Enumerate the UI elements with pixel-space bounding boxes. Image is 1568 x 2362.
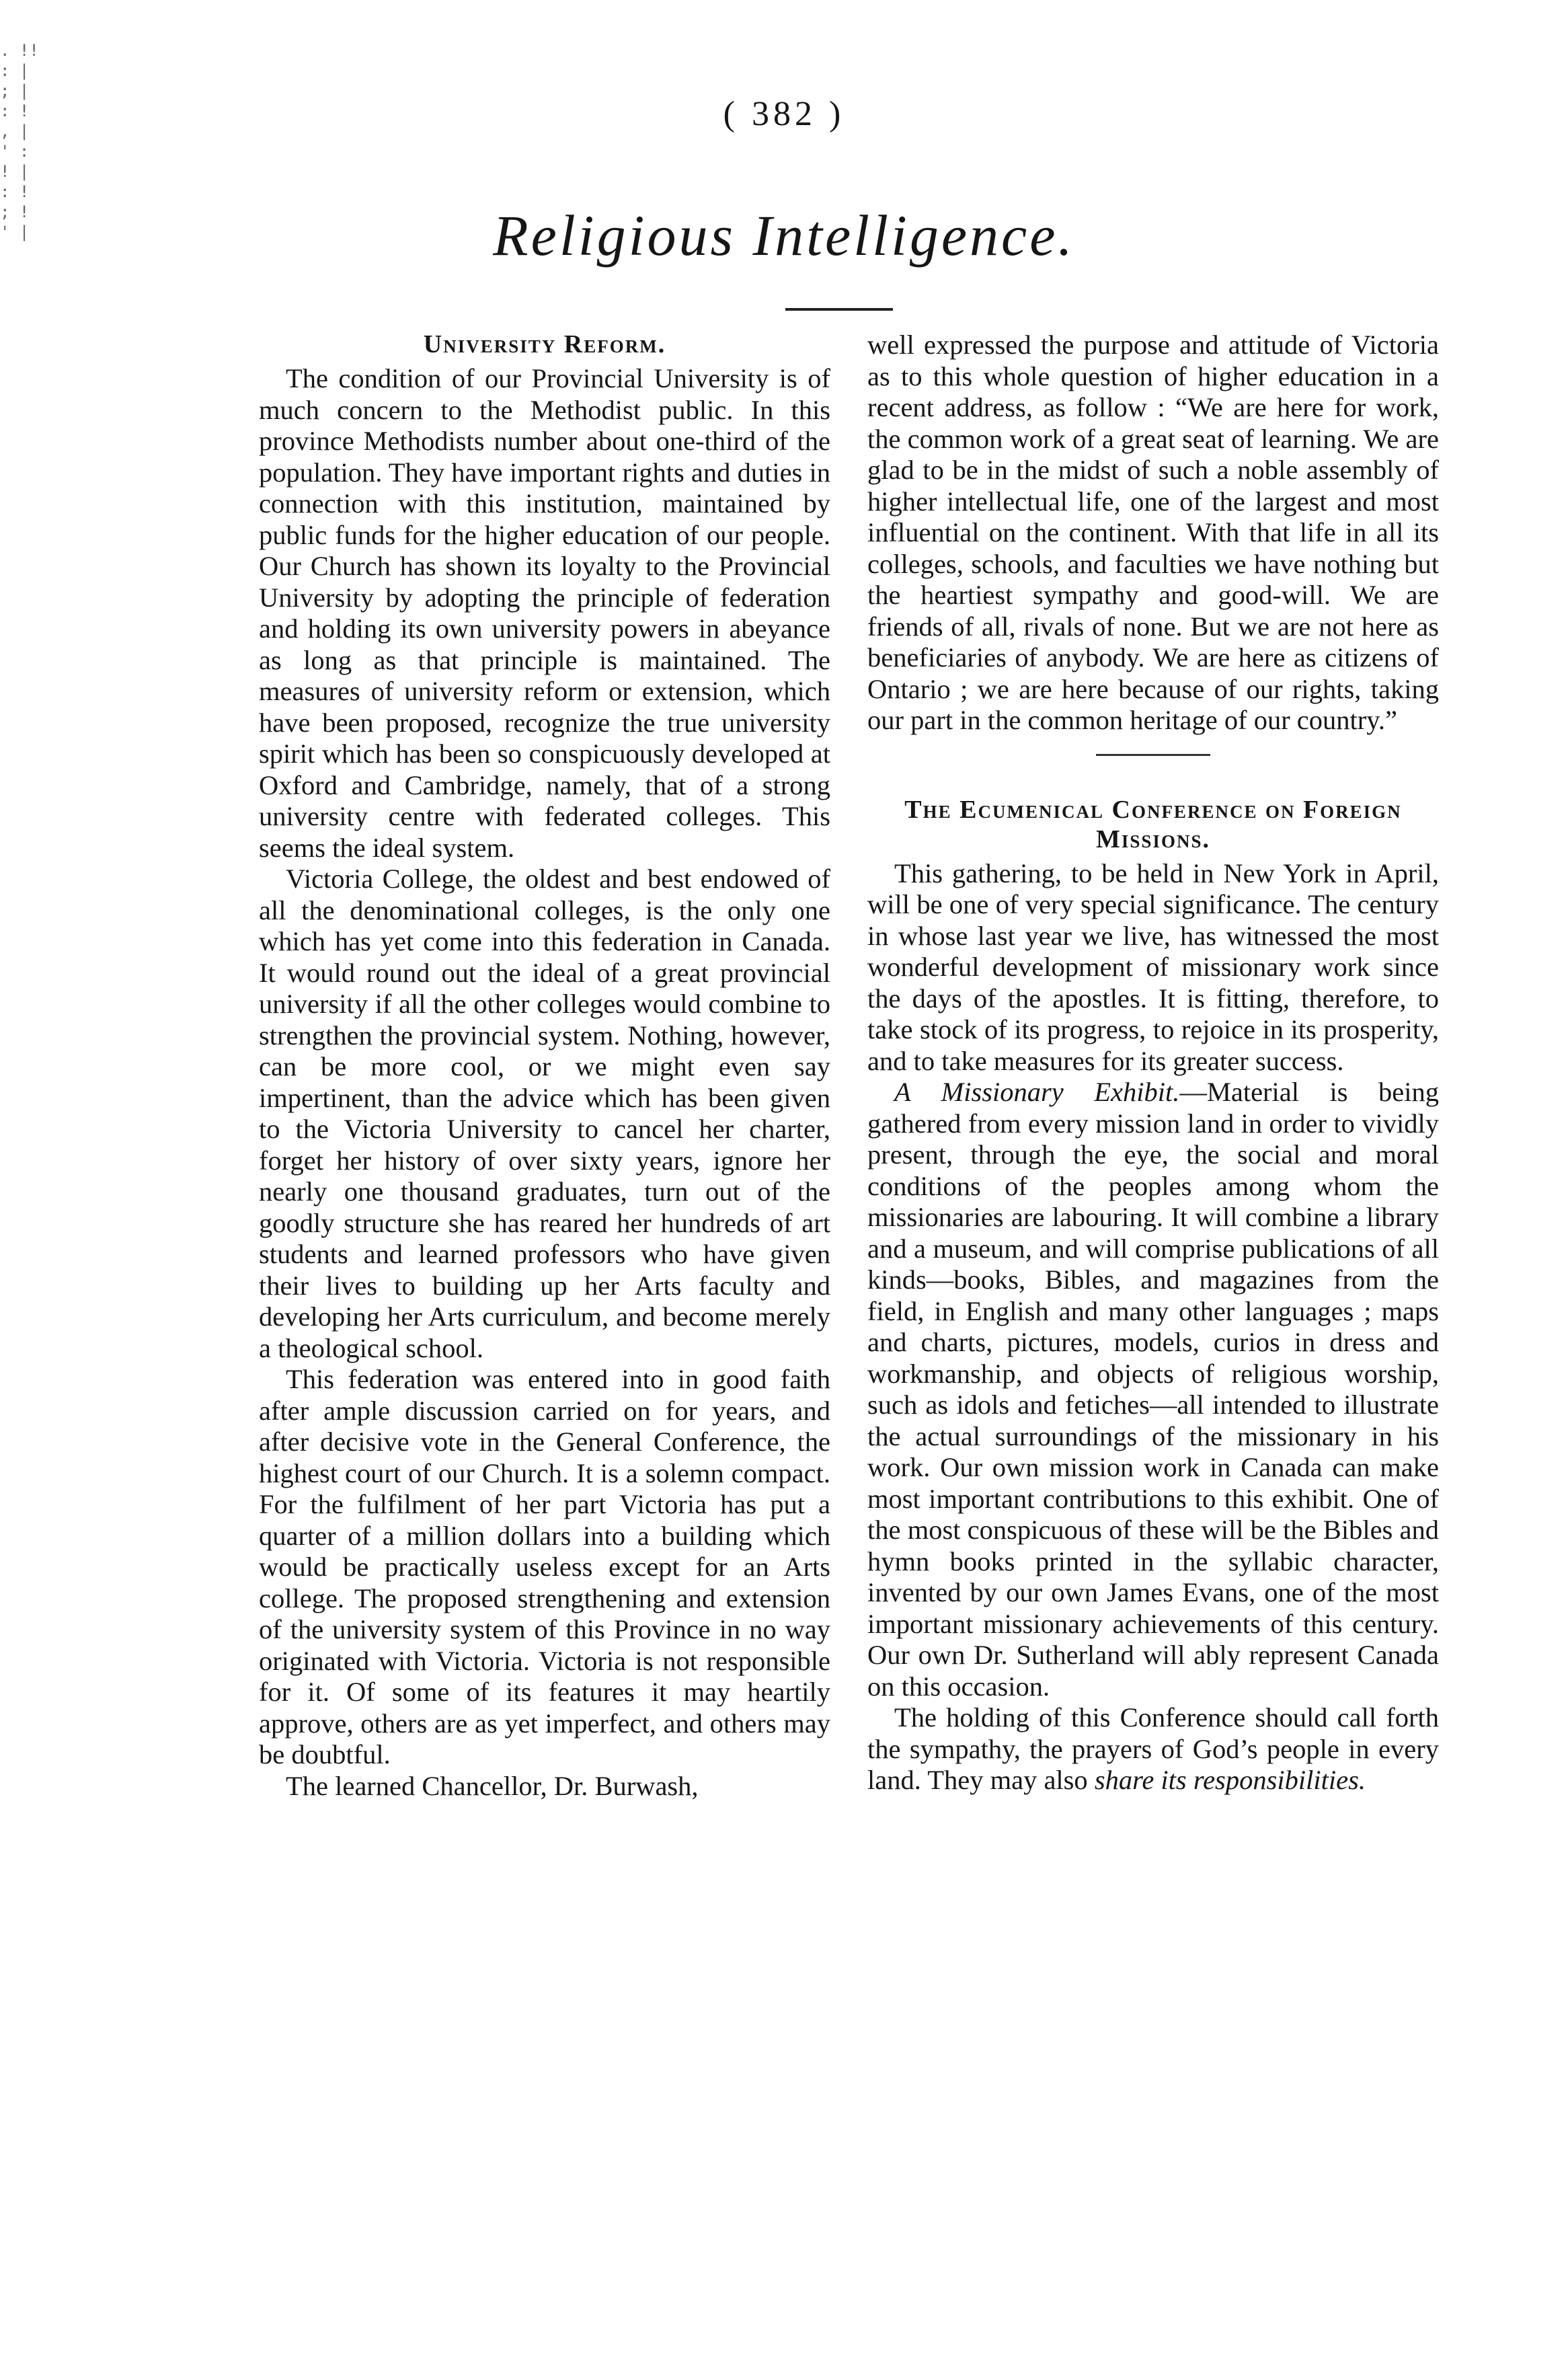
page-number: ( 382 ) <box>723 95 845 133</box>
exhibit-text: —Material is being gathered from every mission land in order to vividly present, through the eye, the social and moral conditions of the peoples among whom the missionaries are labouring. It will combine a library and a museum, and will comprise publications of all kinds—books, Bibles, and magazines from the field, in English and many other languages ; maps and charts, pictures, models, curios in dress and workmanship, and objects of religious worship, such as idols and fetiches—all intended to illustrate the actual surroundings of the missionary in his work. Our own mission work in Canada can make most important contributions to this exhibit. One of the most conspicuous of these will be the Bibles and hymn books printed in the syllabic character, invented by our own James Evans, one of the most important missionary achievements of this century. Our own Dr. Sutherland will ably represent Canada on this occasion. <box>867 1077 1439 1702</box>
exhibit-label: A Missionary Exhibit. <box>894 1077 1180 1107</box>
paragraph: The learned Chancellor, Dr. Burwash, <box>286 1770 699 1801</box>
paragraph: Victoria College, the oldest and best endowed of all the denominational colleges, is the only one which has yet come into this federation in Canada. It would round out the ideal of a great provincial university if all the other colleges would combine to strengthen the provincial system. Nothing, however, can be more cool, or we might even say impertinent, than the advice which has been given to the Victoria University to cancel her charter, forget her history of over sixty years, ignore her nearly one thousand graduates, turn out of the goodly structure she has reared her hundreds of art students and learned professors who have given their lives to building up her Arts faculty and developing her Arts curriculum, and become merely a theological school. <box>259 864 830 1363</box>
page-title: Religious Intelligence. <box>493 203 1075 268</box>
section-heading-university-reform: University Reform. <box>423 330 666 358</box>
closing-text: The holding of this Conference should call forth the sympathy, the prayers of God’s people in every land. They may also <box>867 1702 1439 1795</box>
paragraph: This gathering, to be held in New York in April, will be one of very special significance. The century in whose last year we live, has witnessed the most wonderful development of missionary work since the days of the apostles. It is fitting, therefore, to take stock of its progress, to rejoice in its prosperity, and to take measures for its greater success. <box>867 858 1439 1076</box>
title-rule <box>785 308 893 311</box>
section-heading-ecumenical-conference: The Ecumenical Conference on Foreign Missions. <box>904 795 1402 853</box>
closing-italic: share its responsibilities. <box>1094 1765 1366 1795</box>
left-column <box>259 330 830 1802</box>
paragraph-continuation: well expressed the purpose and attitude of Victoria as to this whole question of higher education in a recent address, as follow : “We are here for work, the common work of a great seat of learning. We are glad to be in the midst of such a noble assembly of higher intellectual life, one of the largest and most influential on the continent. With that life in all its colleges, schools, and faculties we have nothing but the heartiest sympathy and good-will. We are friends of all, rivals of none. But we are not here as beneficiaries of anybody. We are here as citizens of Ontario ; we are here because of our rights, taking our part in the common heritage of our country.” <box>867 330 1439 735</box>
right-column <box>867 330 1439 1796</box>
paragraph-closing <box>867 1702 1439 1796</box>
margin-scan-marks: . !! : | ; | : ! , | ' : ! | : ! ; ! ' | <box>0 41 39 241</box>
section-divider <box>1096 754 1210 756</box>
paragraph: This federation was entered into in good faith after ample discussion carried on for years, and after decisive vote in the General Conference, the highest court of our Church. It is a solemn compact. For the fulfilment of her part Victoria has put a quarter of a million dollars into a building which would be practically useless except for an Arts college. The proposed strengthening and extension of the university system of this Province in no way originated with Victoria. Victoria is not responsible for it. Of some of its features it may heartily approve, others are as yet imperfect, and others may be doubtful. <box>259 1364 830 1769</box>
paragraph: The condition of our Provincial University is of much concern to the Methodist public. In this province Methodists number about one-third of the population. They have important rights and duties in connection with this institution, maintained by public funds for the higher education of our people. Our Church has shown its loyalty to the Provincial University by adopting the principle of federation and holding its own university powers in abeyance as long as that principle is maintained. The measures of university reform or extension, which have been proposed, recognize the true university spirit which has been so conspicuously developed at Oxford and Cambridge, namely, that of a strong university centre with federated colleges. This seems the ideal system. <box>259 363 830 863</box>
paragraph-exhibit <box>867 1077 1439 1702</box>
